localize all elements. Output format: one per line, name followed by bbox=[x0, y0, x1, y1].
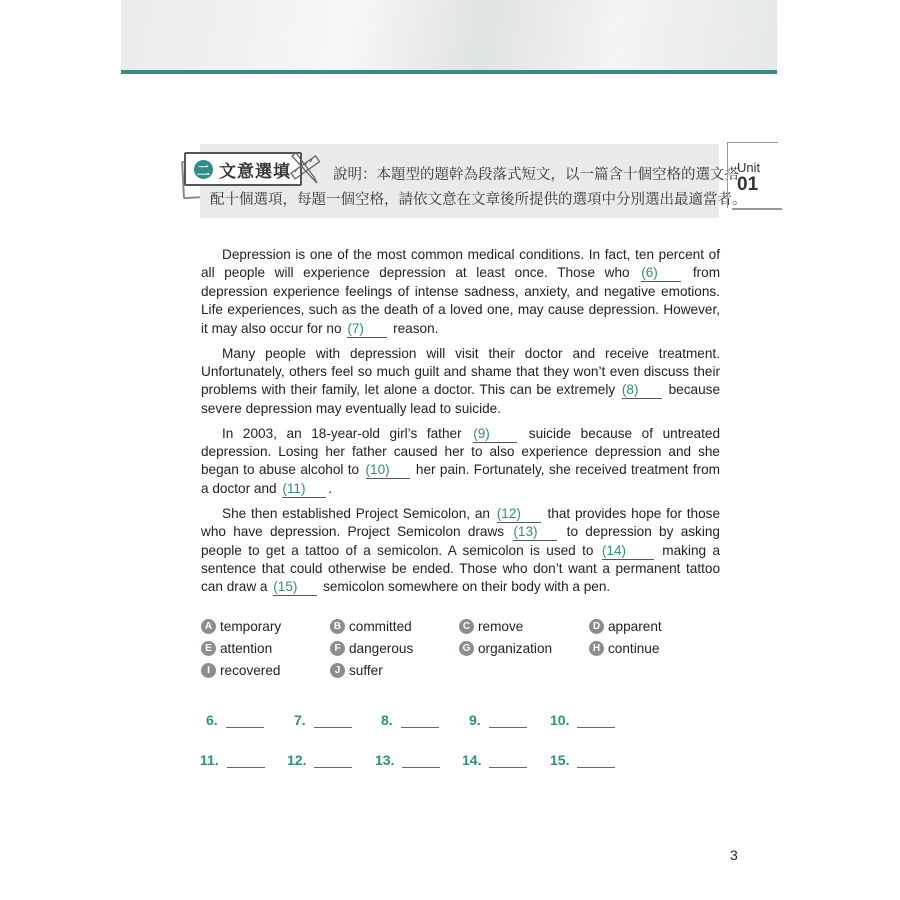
option-letter: B bbox=[330, 619, 345, 634]
answer-line[interactable] bbox=[489, 755, 527, 768]
answer-7[interactable] bbox=[294, 712, 352, 728]
answer-line[interactable] bbox=[314, 715, 352, 728]
answer-line[interactable] bbox=[577, 755, 615, 768]
answer-13[interactable] bbox=[375, 752, 440, 768]
passage-text: from depression experience feelings of intense sadness, anxiety, and negative emotions. Life experiences, such as the death of a loved one, may cause depression. However, it may also occur for no bbox=[201, 265, 721, 336]
header-rule bbox=[121, 70, 777, 74]
option-word: attention bbox=[220, 641, 273, 656]
option-letter: D bbox=[589, 619, 604, 634]
ruler-pencil-icon bbox=[284, 150, 324, 186]
answer-14[interactable] bbox=[462, 752, 527, 768]
option-letter: H bbox=[589, 641, 604, 656]
paragraph-1 bbox=[201, 246, 720, 338]
option-word: continue bbox=[608, 641, 660, 656]
answer-label: 6. bbox=[206, 712, 218, 728]
passage-text: to depression by asking people to get a tattoo of a semicolon. A semicolon is used to bbox=[201, 524, 720, 558]
passage-text: Depression is one of the most common medical conditions. In fact, ten percent of all people will experience depression at least once. Those who bbox=[201, 247, 720, 281]
option-f bbox=[330, 641, 413, 656]
answer-label: 11. bbox=[200, 752, 219, 768]
blank-12[interactable]: (12) bbox=[497, 506, 541, 523]
answer-line[interactable] bbox=[226, 715, 264, 728]
paragraph-3 bbox=[201, 425, 720, 499]
passage-text: suicide because of untreated depression. Losing her father caused her to also experience depression and she began to abuse alcohol to bbox=[201, 425, 721, 478]
option-c bbox=[459, 619, 523, 634]
reading-passage bbox=[201, 246, 720, 603]
answer-12[interactable] bbox=[287, 752, 352, 768]
paragraph-4 bbox=[201, 505, 720, 597]
unit-label: Unit bbox=[737, 160, 761, 175]
instruction-line-2: 配十個選項，每題一個空格，請依文意在文章後所提供的選項中分別選出最適當者。 bbox=[210, 192, 747, 208]
passage-text: that provides hope for those who have depression. Project Semicolon draws bbox=[201, 505, 721, 540]
passage-text: making a sentence that could otherwise be ended. Those who don’t want a permanent tattoo can draw a bbox=[201, 542, 721, 595]
passage-text: In 2003, an 18-year-old girl’s father bbox=[222, 425, 462, 441]
answer-label: 13. bbox=[375, 752, 395, 768]
section-number: 二 bbox=[194, 160, 213, 179]
passage-text: because severe depression may eventually lead to suicide. bbox=[201, 382, 721, 416]
blank-6[interactable]: (6) bbox=[641, 265, 681, 282]
blank-7[interactable]: (7) bbox=[347, 321, 387, 338]
answer-line[interactable] bbox=[402, 755, 440, 768]
answer-line[interactable] bbox=[314, 755, 352, 768]
option-word: remove bbox=[478, 619, 524, 634]
answer-9[interactable] bbox=[469, 712, 527, 728]
answer-label: 12. bbox=[287, 752, 307, 768]
answer-label: 14. bbox=[462, 752, 482, 768]
blank-15[interactable]: (15) bbox=[273, 579, 317, 596]
paragraph-2 bbox=[201, 345, 720, 419]
header-band bbox=[121, 0, 777, 72]
blank-11[interactable]: (11) bbox=[282, 481, 326, 498]
option-h bbox=[589, 641, 659, 656]
blank-14[interactable]: (14) bbox=[602, 543, 654, 560]
passage-text: reason. bbox=[393, 320, 439, 336]
blank-13[interactable]: (13) bbox=[513, 524, 557, 541]
section-title: 文意選填 bbox=[219, 161, 291, 181]
option-letter: F bbox=[330, 641, 345, 656]
option-b bbox=[330, 619, 412, 634]
option-word: committed bbox=[349, 619, 412, 634]
option-a bbox=[201, 619, 281, 634]
instruction-line-1: 說明：本題型的題幹為段落式短文，以一篇含十個空格的選文搭 bbox=[333, 167, 739, 183]
answer-11[interactable] bbox=[200, 752, 265, 768]
answer-line[interactable] bbox=[489, 715, 527, 728]
answer-line[interactable] bbox=[227, 755, 265, 768]
answer-label: 10. bbox=[550, 712, 570, 728]
answer-label: 8. bbox=[381, 712, 393, 728]
option-word: organization bbox=[478, 641, 553, 656]
unit-number: 01 bbox=[737, 174, 759, 195]
option-letter: I bbox=[201, 663, 216, 678]
option-letter: G bbox=[459, 641, 474, 656]
answer-10[interactable] bbox=[550, 712, 615, 728]
option-j bbox=[330, 663, 383, 678]
page-number: 3 bbox=[730, 847, 738, 863]
option-d bbox=[589, 619, 662, 634]
option-word: apparent bbox=[608, 619, 662, 634]
answer-6[interactable] bbox=[206, 712, 264, 728]
option-i bbox=[201, 663, 280, 678]
unit-tab bbox=[727, 142, 778, 208]
passage-text: her pain. Fortunately, she received treatment from a doctor and bbox=[201, 462, 721, 496]
passage-text: semicolon somewhere on their body with a pen. bbox=[323, 579, 611, 595]
option-e bbox=[201, 641, 272, 656]
option-letter: C bbox=[459, 619, 474, 634]
answer-label: 15. bbox=[550, 752, 570, 768]
option-word: suffer bbox=[349, 663, 383, 678]
option-g bbox=[459, 641, 552, 656]
passage-text: She then established Project Semicolon, an bbox=[222, 505, 490, 521]
option-letter: A bbox=[201, 619, 216, 634]
answer-8[interactable] bbox=[381, 712, 439, 728]
option-word: dangerous bbox=[349, 641, 414, 656]
answer-label: 7. bbox=[294, 712, 306, 728]
answer-line[interactable] bbox=[577, 715, 615, 728]
passage-text: . bbox=[328, 480, 333, 496]
answer-line[interactable] bbox=[401, 715, 439, 728]
answer-15[interactable] bbox=[550, 752, 615, 768]
answer-label: 9. bbox=[469, 712, 481, 728]
option-word: recovered bbox=[220, 663, 281, 678]
blank-9[interactable]: (9) bbox=[473, 426, 517, 443]
option-letter: J bbox=[330, 663, 345, 678]
passage-text: Many people with depression will visit their doctor and receive treatment. Unfortunately, others feel so much guilt and shame that they won’t even discuss their problems with their family, let alone a doctor. This can be extremely bbox=[201, 345, 720, 398]
blank-8[interactable]: (8) bbox=[622, 382, 662, 399]
option-word: temporary bbox=[220, 619, 282, 634]
option-letter: E bbox=[201, 641, 216, 656]
blank-10[interactable]: (10) bbox=[366, 462, 410, 479]
